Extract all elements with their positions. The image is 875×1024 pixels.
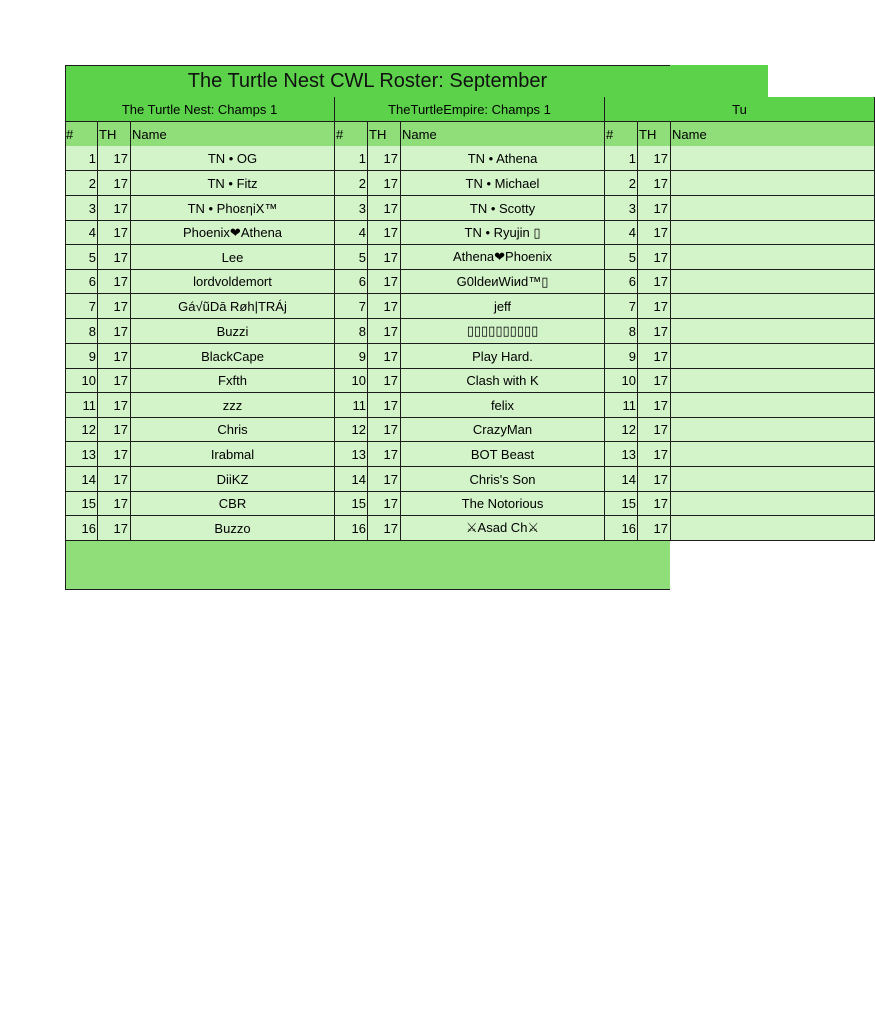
player-name: Gá√ũDā Røh|TRÁj [131, 294, 335, 319]
player-name [671, 344, 875, 369]
town-hall-level: 17 [638, 319, 671, 344]
town-hall-level: 17 [638, 270, 671, 294]
row-number: 16 [65, 516, 98, 541]
town-hall-level: 17 [98, 369, 131, 393]
row-number: 16 [605, 516, 638, 541]
town-hall-level: 17 [98, 245, 131, 270]
player-name: Buzzi [131, 319, 335, 344]
player-name: TN • Athena [401, 146, 605, 171]
row-number: 14 [605, 467, 638, 492]
player-name: Fxfth [131, 369, 335, 393]
player-name: Buzzo [131, 516, 335, 541]
player-name [671, 221, 875, 245]
column-header-th: TH [638, 122, 671, 147]
row-number: 4 [335, 221, 368, 245]
town-hall-level: 17 [638, 221, 671, 245]
row-number: 16 [335, 516, 368, 541]
row-number: 12 [605, 418, 638, 442]
row-number: 1 [65, 146, 98, 171]
row-number: 6 [335, 270, 368, 294]
player-name: TN • Ryujin ▯ [401, 221, 605, 245]
town-hall-level: 17 [368, 467, 401, 492]
row-number: 5 [605, 245, 638, 270]
player-name: Chris's Son [401, 467, 605, 492]
row-number: 11 [335, 393, 368, 418]
row-number: 2 [65, 171, 98, 196]
town-hall-level: 17 [98, 221, 131, 245]
player-name: CrazyMan [401, 418, 605, 442]
town-hall-level: 17 [368, 369, 401, 393]
row-number: 8 [335, 319, 368, 344]
row-number: 5 [65, 245, 98, 270]
player-name [671, 516, 875, 541]
town-hall-level: 17 [638, 492, 671, 516]
row-number: 7 [335, 294, 368, 319]
town-hall-level: 17 [368, 319, 401, 344]
player-name: TN • PhoεηiX™ [131, 196, 335, 221]
town-hall-level: 17 [368, 492, 401, 516]
column-header-name: Name [401, 122, 605, 147]
town-hall-level: 17 [638, 442, 671, 467]
player-name: TN • Fitz [131, 171, 335, 196]
player-name [671, 492, 875, 516]
row-number: 6 [605, 270, 638, 294]
group-header-3: Tu [605, 97, 875, 122]
town-hall-level: 17 [368, 245, 401, 270]
player-name [671, 442, 875, 467]
town-hall-level: 17 [368, 221, 401, 245]
town-hall-level: 17 [368, 418, 401, 442]
player-name: Phoenix❤Athena [131, 221, 335, 245]
row-number: 8 [65, 319, 98, 344]
player-name: TN • OG [131, 146, 335, 171]
town-hall-level: 17 [98, 344, 131, 369]
row-number: 9 [605, 344, 638, 369]
player-name: Clash with K [401, 369, 605, 393]
row-number: 14 [335, 467, 368, 492]
town-hall-level: 17 [638, 196, 671, 221]
player-name: zzz [131, 393, 335, 418]
town-hall-level: 17 [98, 294, 131, 319]
player-name: Chris [131, 418, 335, 442]
player-name: BOT Beast [401, 442, 605, 467]
town-hall-level: 17 [368, 270, 401, 294]
roster-title: The Turtle Nest CWL Roster: September [187, 69, 548, 92]
row-number: 13 [335, 442, 368, 467]
town-hall-level: 17 [368, 442, 401, 467]
row-number: 7 [605, 294, 638, 319]
player-name: TN • Scotty [401, 196, 605, 221]
roster-grid [65, 97, 747, 590]
row-number: 1 [605, 146, 638, 171]
column-header-number: # [65, 122, 98, 147]
town-hall-level: 17 [98, 319, 131, 344]
player-name [671, 418, 875, 442]
player-name [671, 146, 875, 171]
town-hall-level: 17 [98, 171, 131, 196]
town-hall-level: 17 [368, 393, 401, 418]
town-hall-level: 17 [638, 418, 671, 442]
row-number: 15 [605, 492, 638, 516]
row-number: 15 [65, 492, 98, 516]
player-name [671, 319, 875, 344]
town-hall-level: 17 [98, 270, 131, 294]
town-hall-level: 17 [368, 196, 401, 221]
player-name [671, 467, 875, 492]
town-hall-level: 17 [638, 516, 671, 541]
player-name: Irabmal [131, 442, 335, 467]
town-hall-level: 17 [368, 171, 401, 196]
town-hall-level: 17 [98, 492, 131, 516]
row-number: 7 [65, 294, 98, 319]
town-hall-level: 17 [368, 146, 401, 171]
row-number: 11 [605, 393, 638, 418]
player-name: felix [401, 393, 605, 418]
player-name [671, 196, 875, 221]
row-number: 3 [605, 196, 638, 221]
row-number: 2 [335, 171, 368, 196]
row-number: 15 [335, 492, 368, 516]
row-number: 12 [335, 418, 368, 442]
player-name: Athena❤Phoenix [401, 245, 605, 270]
player-name: CBR [131, 492, 335, 516]
row-number: 12 [65, 418, 98, 442]
row-number: 11 [65, 393, 98, 418]
player-name [671, 245, 875, 270]
column-header-th: TH [368, 122, 401, 147]
town-hall-level: 17 [368, 516, 401, 541]
town-hall-level: 17 [98, 516, 131, 541]
town-hall-level: 17 [98, 146, 131, 171]
town-hall-level: 17 [638, 245, 671, 270]
row-number: 14 [65, 467, 98, 492]
group-header-1: The Turtle Nest: Champs 1 [65, 97, 335, 122]
player-name: Lee [131, 245, 335, 270]
row-number: 3 [335, 196, 368, 221]
player-name: lordvoldemort [131, 270, 335, 294]
column-header-name: Name [671, 122, 875, 147]
player-name: TN • Michael [401, 171, 605, 196]
row-number: 4 [605, 221, 638, 245]
town-hall-level: 17 [638, 171, 671, 196]
row-number: 2 [605, 171, 638, 196]
player-name: ▯▯▯▯▯▯▯▯▯▯ [401, 319, 605, 344]
group-header-2: TheTurtleEmpire: Champs 1 [335, 97, 605, 122]
row-number: 3 [65, 196, 98, 221]
column-header-number: # [335, 122, 368, 147]
player-name [671, 369, 875, 393]
player-name [671, 270, 875, 294]
row-number: 13 [605, 442, 638, 467]
column-header-name: Name [131, 122, 335, 147]
player-name [671, 294, 875, 319]
town-hall-level: 17 [368, 294, 401, 319]
town-hall-level: 17 [638, 344, 671, 369]
column-header-th: TH [98, 122, 131, 147]
player-name: BlackCape [131, 344, 335, 369]
player-name: ⚔Asad Ch⚔ [401, 516, 605, 541]
town-hall-level: 17 [368, 344, 401, 369]
town-hall-level: 17 [638, 393, 671, 418]
town-hall-level: 17 [638, 467, 671, 492]
player-name: jeff [401, 294, 605, 319]
row-number: 9 [335, 344, 368, 369]
town-hall-level: 17 [638, 369, 671, 393]
row-number: 10 [605, 369, 638, 393]
town-hall-level: 17 [98, 418, 131, 442]
player-name [671, 171, 875, 196]
column-header-number: # [605, 122, 638, 147]
row-number: 10 [65, 369, 98, 393]
row-number: 13 [65, 442, 98, 467]
town-hall-level: 17 [98, 442, 131, 467]
town-hall-level: 17 [98, 196, 131, 221]
grid-footer [65, 541, 670, 590]
town-hall-level: 17 [638, 146, 671, 171]
player-name [671, 393, 875, 418]
town-hall-level: 17 [98, 393, 131, 418]
row-number: 4 [65, 221, 98, 245]
town-hall-level: 17 [98, 467, 131, 492]
row-number: 8 [605, 319, 638, 344]
row-number: 6 [65, 270, 98, 294]
row-number: 1 [335, 146, 368, 171]
row-number: 9 [65, 344, 98, 369]
row-number: 10 [335, 369, 368, 393]
player-name: G0ldeиWiиd™▯ [401, 270, 605, 294]
player-name: Play Hard. [401, 344, 605, 369]
row-number: 5 [335, 245, 368, 270]
town-hall-level: 17 [638, 294, 671, 319]
player-name: The Notorious [401, 492, 605, 516]
player-name: DiiKZ [131, 467, 335, 492]
